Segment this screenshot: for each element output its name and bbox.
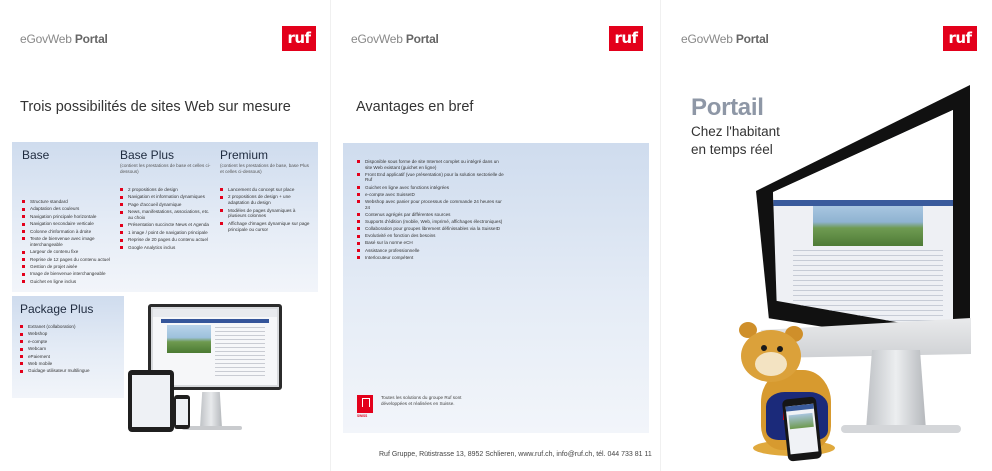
list-item: Reprise de 12 pages du contenu actuel: [22, 257, 112, 263]
advantages-heading: Avantages en bref: [356, 99, 474, 115]
monitor-base: [182, 426, 242, 430]
list-item: Guichet en ligne inclus: [22, 279, 112, 285]
portal-subtitle-line: en temps réel: [691, 142, 773, 157]
brand-title: eGovWeb Portal: [681, 32, 769, 46]
leopard-mascot-head: [741, 330, 801, 382]
list-item: Largeur de contenu fixe: [22, 249, 112, 255]
list-item: Webcam: [20, 346, 120, 352]
portal-subtitle: [691, 123, 780, 159]
list-item: e-compte avec SuisseID: [357, 192, 507, 198]
list-item: ePaiement: [20, 354, 120, 360]
column-subtitle: (contient les prestations de base, base Plus et celles ci-dessous): [220, 163, 309, 174]
list-item: Modèles de pages dynamiques à plusieurs colonnes: [220, 208, 312, 220]
panel-offers: [0, 0, 330, 471]
list-item: Page d'accueil dynamique: [120, 202, 215, 208]
list-item: Adaptation des couleurs: [22, 206, 112, 212]
list-item: Image de bienvenue interchangeable: [22, 271, 112, 277]
list-item: Disponible sous forme de site Internet complet ou intégré dans un site Web existant (guichet en ligne): [357, 159, 507, 170]
swiss-label: SWISS: [357, 414, 368, 418]
list-item: Webshop avec panier pour processus de commande 24 heures sur 24: [357, 199, 507, 210]
list-item: Interlocuteur compétent: [357, 255, 507, 261]
premium-list: [220, 187, 312, 232]
portal-subtitle-line: Chez l'habitant: [691, 124, 780, 139]
list-item: Texte de bienvenue avec image interchangeable: [22, 236, 112, 248]
list-item: Extranet (collaboration): [20, 324, 120, 330]
list-item: Structure standard: [22, 199, 112, 205]
offers-heading: Trois possibilités de sites Web sur mesure: [20, 99, 291, 115]
list-item: Web mobile: [20, 361, 120, 367]
list-item: Navigation secondaire verticale: [22, 221, 112, 227]
offers-grid: [12, 142, 318, 292]
list-item: Affichage d'images dynamique sur page principale ou cursor: [220, 221, 312, 233]
base-plus-list: [120, 187, 215, 250]
list-item: 2 propositions de design: [120, 187, 215, 193]
base-list: [22, 199, 112, 285]
list-item: Assistance professionnelle: [357, 248, 507, 254]
list-item: Navigation principale horizontale: [22, 214, 112, 220]
mascot-eye: [777, 346, 783, 352]
phone-image: [174, 395, 190, 429]
list-item: Guichet en ligne avec fonctions intégrées: [357, 185, 507, 191]
list-item: Gestion de projet aisée: [22, 264, 112, 270]
list-item: Colonne d'information à droite: [22, 229, 112, 235]
list-item: Contenus agrégés par différentes sources: [357, 212, 507, 218]
list-item: Front End applicatif (vue présentation) pour la solution sectorielle de Ruf: [357, 172, 507, 183]
list-item: News, manifestations, associations, etc. au choix: [120, 209, 215, 221]
list-item: 2 propositions de design + une adaptation du design: [220, 194, 312, 206]
package-title: Package Plus: [20, 302, 94, 316]
swiss-seal-icon: [357, 395, 373, 413]
portal-title: Portail: [691, 94, 764, 121]
list-item: Guidage utilisateur multilingue: [20, 368, 120, 374]
list-item: Basé sur la norme eCH: [357, 240, 507, 246]
ruf-logo: ruf: [282, 26, 316, 51]
brand-title: eGovWeb Portal: [20, 32, 108, 46]
column-premium: [220, 148, 312, 234]
list-item: Lancement du concept sur place: [220, 187, 312, 193]
list-item: 1 image / point de navigation principale: [120, 230, 215, 236]
contact-footer: Ruf Gruppe, Rütistrasse 13, 8952 Schlieren, www.ruf.ch, info@ruf.ch, tél. 044 733 81 11: [379, 451, 652, 458]
ruf-logo: ruf: [609, 26, 643, 51]
list-item: Supports d'édition (mobile, Web, imprimé, affichages électroniques): [357, 219, 507, 225]
imac-base: [841, 425, 961, 433]
list-item: Navigation et information dynamiques: [120, 194, 215, 200]
column-subtitle: [22, 163, 112, 175]
column-subtitle: (contient les prestations de base et celles ci-dessous): [120, 163, 211, 174]
advantages-box: [343, 143, 649, 433]
column-title: Base: [22, 148, 50, 162]
list-item: Collaboration pour groupes librement définissables via la SuisseID: [357, 226, 507, 232]
list-item: Google Analytics inclus: [120, 245, 215, 251]
package-list: [20, 324, 120, 376]
ruf-logo: ruf: [943, 26, 977, 51]
list-item: Webshop: [20, 331, 120, 337]
smartphone-image: [782, 396, 822, 461]
package-plus-box: [12, 296, 124, 398]
list-item: Evolutivité en fonction des besoins: [357, 233, 507, 239]
monitor-stand: [200, 392, 222, 428]
swiss-made-text: Toutes les solutions du groupe Ruf sont développées et réalisées en Suisse.: [381, 395, 462, 406]
column-base: [22, 148, 112, 286]
column-title: Base Plus: [120, 148, 175, 162]
panel-portal: [660, 0, 992, 471]
imac-stand: [866, 350, 926, 430]
list-item: e-compte: [20, 339, 120, 345]
tablet-image: [128, 370, 174, 432]
advantages-list: [357, 159, 507, 262]
brand-title: eGovWeb Portal: [351, 32, 439, 46]
mascot-eye: [761, 345, 767, 351]
column-base-plus: [120, 148, 215, 252]
list-item: Présentation succincte News et Agenda: [120, 222, 215, 228]
column-title: Premium: [220, 148, 269, 162]
panel-advantages: [330, 0, 660, 471]
list-item: Reprise de 20 pages du contenu actuel: [120, 237, 215, 243]
